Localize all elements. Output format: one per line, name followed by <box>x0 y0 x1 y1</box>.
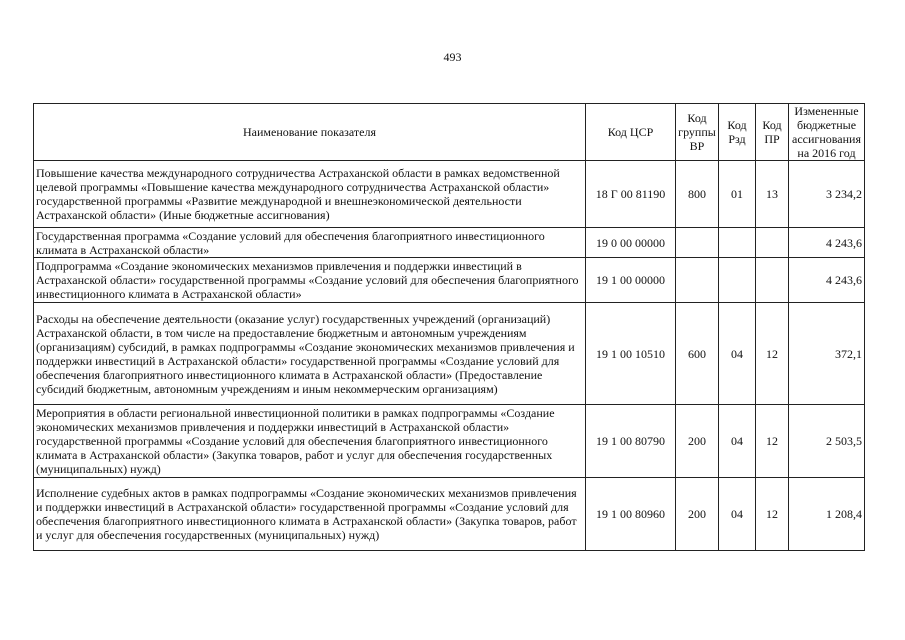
row-pr <box>756 228 789 258</box>
row-csr: 19 1 00 10510 <box>586 303 676 405</box>
row-name: Подпрограмма «Создание экономических механизмов привлечения и поддержки инвестиций в Астраханской области» государственной программы «Создание условий для обеспечения благоприятного инвестиционного климата в Астраханской области» <box>34 258 586 303</box>
row-rzd: 01 <box>719 161 756 228</box>
table-row <box>34 161 865 228</box>
row-rzd: 04 <box>719 405 756 478</box>
table-row <box>34 228 865 258</box>
table-row <box>34 258 865 303</box>
header-amount: Измененные бюджетные ассигнования на 2016 год <box>789 104 865 161</box>
row-amount: 3 234,2 <box>789 161 865 228</box>
row-name: Повышение качества международного сотрудничества Астраханской области в рамках ведомственной целевой программы «Повышение качества международного сотрудничества Астраханской области» государственной программы «Развитие международной и внешнеэкономической деятельности Астраханской области» (Иные бюджетные ассигнования) <box>34 161 586 228</box>
table-row <box>34 478 865 551</box>
row-name: Исполнение судебных актов в рамках подпрограммы «Создание экономических механизмов привлечения и поддержки инвестиций в Астраханской области» государственной программы «Создание условий для обеспечения благоприятного инвестиционного климата в Астраханской области» (Закупка товаров, работ и услуг для обеспечения государственных (муниципальных) нужд) <box>34 478 586 551</box>
table-header-row <box>34 104 865 161</box>
page-number: 493 <box>443 50 462 64</box>
row-vr: 200 <box>676 478 719 551</box>
row-csr: 19 1 00 00000 <box>586 258 676 303</box>
row-pr <box>756 258 789 303</box>
row-pr: 12 <box>756 303 789 405</box>
row-pr: 13 <box>756 161 789 228</box>
row-csr: 18 Г 00 81190 <box>586 161 676 228</box>
row-name: Государственная программа «Создание условий для обеспечения благоприятного инвестиционного климата в Астраханской области» <box>34 228 586 258</box>
table-row <box>34 405 865 478</box>
row-pr: 12 <box>756 478 789 551</box>
row-name: Расходы на обеспечение деятельности (оказание услуг) государственных учреждений (организаций) Астраханской области, в том числе на предоставление бюджетным и автономным учреждениям (организациям) субсидий, в рамках подпрограммы «Создание экономических механизмов привлечения и поддержки инвестиций в Астраханской области» государственной программы «Создание условий для обеспечения благоприятного инвестиционного климата в Астраханской области» (Предоставление субсидий бюджетным, автономным учреждениям и иным некоммерческим организациям) <box>34 303 586 405</box>
header-csr: Код ЦСР <box>586 104 676 161</box>
row-name: Мероприятия в области региональной инвестиционной политики в рамках подпрограммы «Создание экономических механизмов привлечения и поддержки инвестиций в Астраханской области» государственной программы «Создание условий для обеспечения благоприятного инвестиционного климата в Астраханской области» (Закупка товаров, работ и услуг для обеспечения государственных (муниципальных) нужд) <box>34 405 586 478</box>
row-rzd: 04 <box>719 303 756 405</box>
row-vr: 200 <box>676 405 719 478</box>
row-amount: 4 243,6 <box>789 258 865 303</box>
row-rzd: 04 <box>719 478 756 551</box>
budget-table <box>33 103 865 551</box>
table-row <box>34 303 865 405</box>
row-rzd <box>719 228 756 258</box>
row-pr: 12 <box>756 405 789 478</box>
header-name: Наименование показателя <box>34 104 586 161</box>
row-rzd <box>719 258 756 303</box>
header-rzd: Код Рзд <box>719 104 756 161</box>
row-vr: 600 <box>676 303 719 405</box>
row-amount: 372,1 <box>789 303 865 405</box>
row-csr: 19 0 00 00000 <box>586 228 676 258</box>
row-vr <box>676 228 719 258</box>
row-vr <box>676 258 719 303</box>
row-csr: 19 1 00 80790 <box>586 405 676 478</box>
header-pr: Код ПР <box>756 104 789 161</box>
header-vr: Код группы ВР <box>676 104 719 161</box>
row-vr: 800 <box>676 161 719 228</box>
row-csr: 19 1 00 80960 <box>586 478 676 551</box>
row-amount: 1 208,4 <box>789 478 865 551</box>
row-amount: 2 503,5 <box>789 405 865 478</box>
row-amount: 4 243,6 <box>789 228 865 258</box>
